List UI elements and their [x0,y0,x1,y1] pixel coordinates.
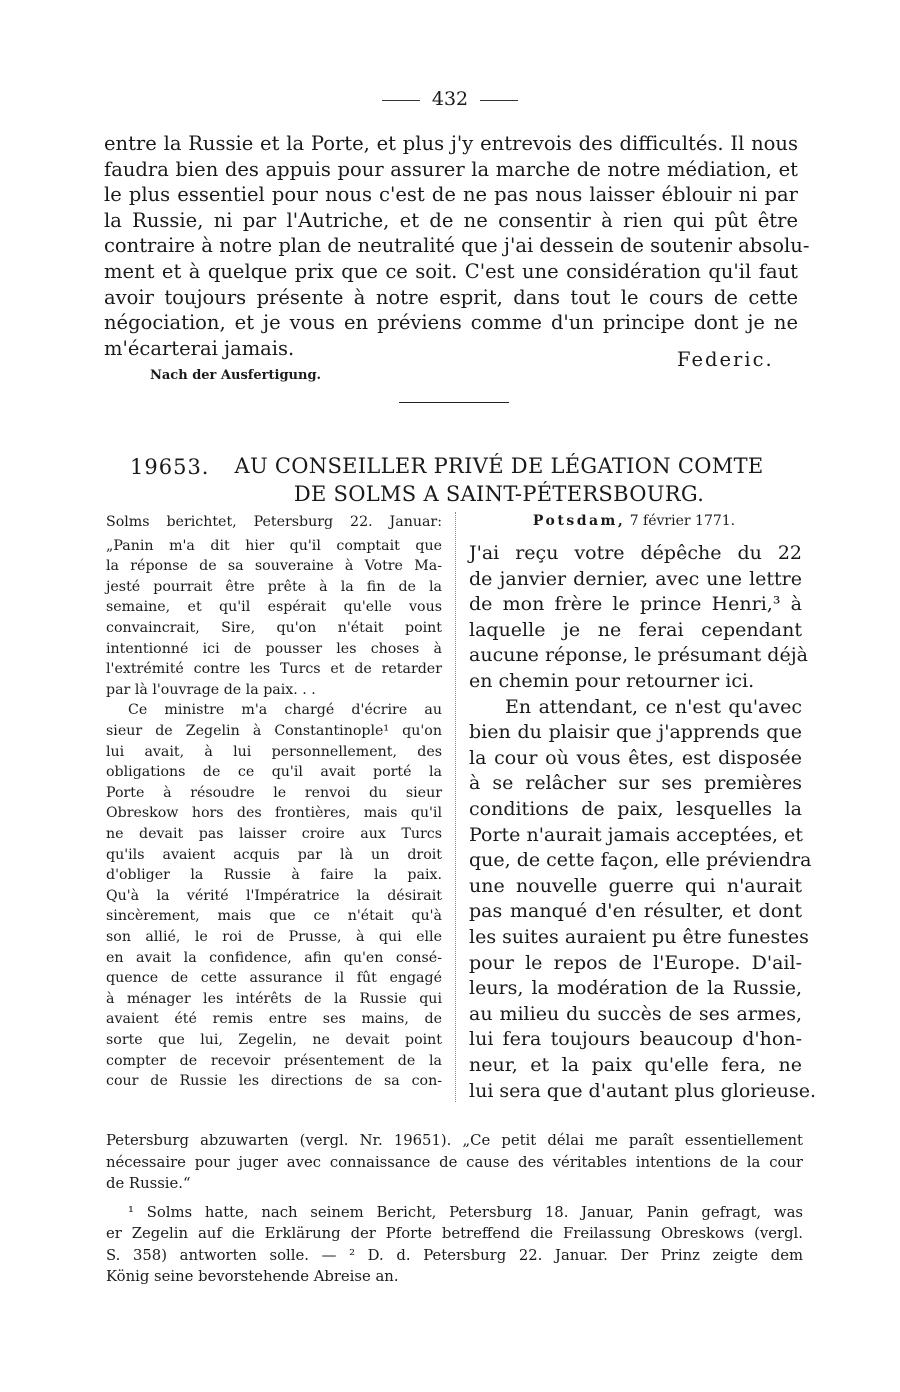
letter-body-line: pour le repos de l'Europe. D'ail- [469,951,802,974]
summary-line: son allié, le roi de Prusse, à qui elle [106,929,442,945]
letter-heading-line-2: DE SOLMS A SAINT-PÉTERSBOURG. [293,482,705,506]
footnote-line: nécessaire pour juger avec connaissance de cause des véritables intentions de la cour [106,1153,803,1171]
letter-heading-line-1: AU CONSEILLER PRIVÉ DE LÉGATION COMTE [234,454,764,478]
summary-line: convaincrait, Sire, qu'on n'était point [106,620,442,636]
summary-line: intentionné ici de pousser les choses à [106,640,442,657]
summary-line: Obreskow hors des frontières, mais qu'il [106,805,442,822]
letter-body-line: la cour où vous êtes, est disposée [469,746,802,769]
summary-line: Ce ministre m'a chargé d'écrire au [128,702,442,719]
letter-body-line: J'ai reçu votre dépêche du 22 [469,542,802,564]
page-number-rule-left [382,100,420,101]
summary-line: ne devait pas laisser croire aux Turcs [106,826,442,842]
summary-line: cour de Russie les directions de sa con- [106,1073,442,1090]
summary-line: sincèrement, mais que ce n'était qu'à [106,908,442,925]
date-place: Potsdam, [532,513,626,529]
summary-line: avaient été remis entre ses mains, de [106,1011,442,1028]
footnote-line: Petersburg abzuwarten (vergl. Nr. 19651). „Ce petit délai me paraît essentiellement [106,1132,803,1149]
page-number-rule-right [480,100,518,101]
footnote-line: ¹ Solms hatte, nach seinem Bericht, Petersburg 18. Januar, Panin gefragt, was [128,1203,803,1221]
letter-body-line: que, de cette façon, elle préviendra [469,849,812,872]
summary-line: par là l'ouvrage de la paix. . . [106,681,316,698]
letter-body-line: Porte n'aurait jamais acceptées, et [469,823,803,846]
letter-body-line: neur, et la paix qu'elle fera, ne [469,1054,802,1076]
summary-line: à ménager les intérêts de la Russie qui [106,990,442,1007]
letter-body-line: bien du plaisir que j'apprends que [469,721,802,744]
main-text-line: ment et à quelque prix que ce soit. C'est une considération qu'il faut [104,260,798,283]
summary-line: Qu'à la vérité l'Impératrice la désirait [106,887,442,904]
page-number-text: 432 [431,88,469,110]
main-text-line: m'écarterai jamais. [104,336,295,360]
footnote-line: König seine bevorstehende Abreise an. [106,1268,399,1285]
letter-body-line: conditions de paix, lesquelles la [469,798,802,820]
main-text-line: faudra bien des appuis pour assurer la marche de notre médiation, et [104,157,798,181]
letter-body-line: En attendant, ce n'est qu'avec [505,695,802,718]
column-divider [455,512,456,1102]
summary-line: obligations de ce qu'il avait porté la [106,764,442,781]
letter-body-line: leurs, la modération de la Russie, [469,977,802,1000]
summary-line: lui avait, à lui personnellement, des [106,743,442,760]
summary-line: qu'ils avaient acquis par là un droit [106,846,442,863]
letter-body-line: les suites auraient pu être funestes [469,926,809,948]
footnote-line: er Zegelin auf die Erklärung der Pforte betreffend die Freilassung Obreskows (vergl. [106,1225,803,1242]
summary-line: l'extrémité contre les Turcs et de retarder [106,661,442,678]
summary-line: semaine, et qu'il espérait qu'elle vous [106,599,442,616]
footnote-line: S. 358) antworten solle. — ² D. d. Petersburg 22. Januar. Der Prinz zeigte dem [106,1246,803,1264]
letter-body-line: au milieu du succès de ses armes, [469,1002,802,1025]
letter-body-line: de janvier dernier, avec une lettre [469,567,802,590]
date-value: 7 février 1771. [629,513,736,529]
source-note: Nach der Ausfertigung. [150,368,322,383]
summary-line: sorte que lui, Zegelin, ne devait point [106,1032,442,1048]
letter-body-line: en chemin pour retourner ici. [469,670,755,692]
letter-body-line: aucune réponse, le présumant déjà [469,644,808,667]
signature: Federic. [677,348,774,371]
section-separator [399,402,509,403]
main-text-line: entre la Russie et la Porte, et plus j'y entrevois des difficultés. Il nous [104,132,798,155]
letter-body-line: une nouvelle guerre qui n'aurait [469,874,802,897]
main-text-line: la Russie, ni par l'Autriche, et de ne consentir à rien qui pût être [104,208,798,232]
summary-line: compter de recevoir présentement de la [106,1052,442,1069]
summary-line: sieur de Zegelin à Constantinople¹ qu'on [106,723,442,739]
main-text-line: contraire à notre plan de neutralité que j'ai dessein de soutenir absolu- [104,234,810,258]
summary-line: jesté pourrait être prête à la fin de la [106,578,442,595]
main-text-line: négociation, et je vous en préviens comme d'un principe dont je ne [104,311,798,335]
letter-body-line: de mon frère le prince Henri,³ à [469,593,802,616]
letter-dateline [470,513,798,529]
letter-number: 19653. [130,455,210,479]
summary-line: d'obliger la Russie à faire la paix. [106,867,442,884]
page-number [0,88,900,110]
summary-line: en avait la confidence, afin qu'en consé- [106,949,442,966]
footnote-line: de Russie.“ [106,1175,191,1192]
summary-line: la réponse de sa souveraine à Votre Ma- [106,558,442,575]
summary-line: Porte à résoudre le renvoi du sieur [106,784,442,801]
letter-body-line: pas manqué d'en résulter, et dont [469,900,802,923]
summary-line: Solms berichtet, Petersburg 22. Januar: [106,514,442,530]
letter-body-line: laquelle je ne ferai cependant [469,618,802,641]
letter-body-line: lui sera que d'autant plus glorieuse. [469,1079,817,1102]
summary-line: „Panin m'a dit hier qu'il comptait que [106,537,442,554]
main-text-line: avoir toujours présente à notre esprit, dans tout le cours de cette [104,285,798,309]
main-text-line: le plus essentiel pour nous c'est de ne pas nous laisser éblouir ni par [104,183,798,207]
letter-body-line: à se relâcher sur ses premières [469,772,802,795]
letter-body-line: lui fera toujours beaucoup d'hon- [469,1028,802,1051]
summary-line: quence de cette assurance il fût engagé [106,970,442,987]
